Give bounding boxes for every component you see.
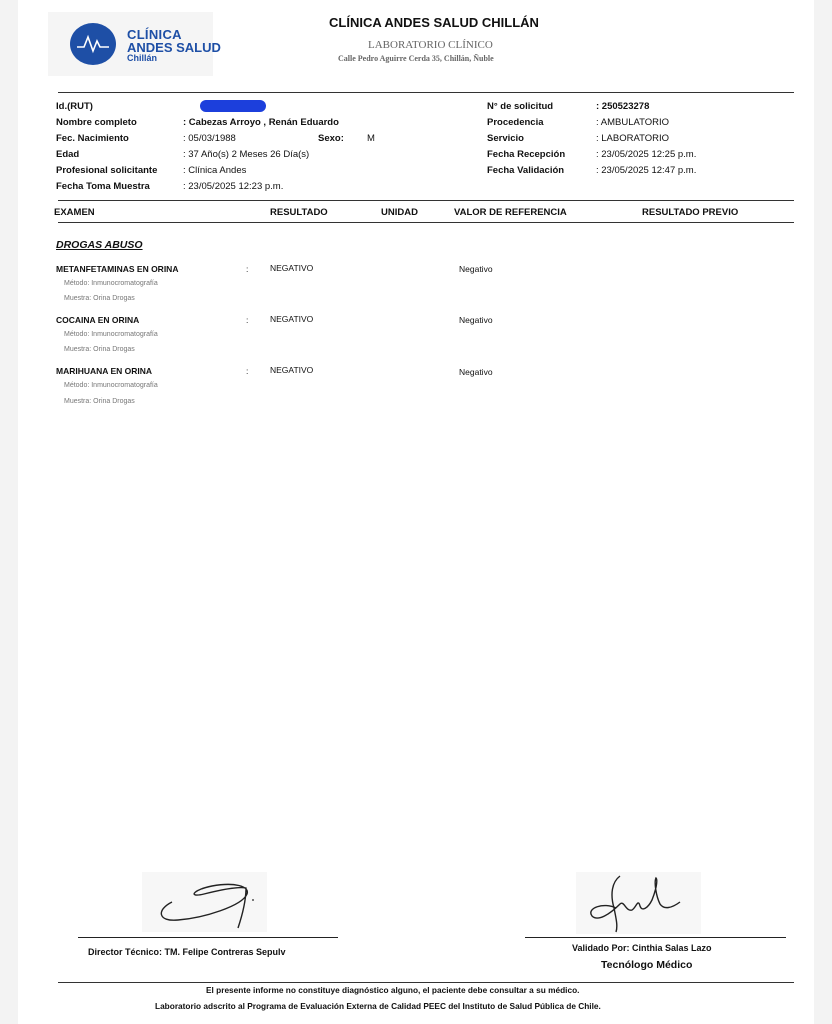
- dob-label: Fec. Nacimiento: [56, 133, 129, 144]
- validator-signature-line: [525, 937, 786, 938]
- test-result: NEGATIVO: [270, 314, 314, 324]
- sex-label: Sexo:: [318, 133, 344, 144]
- col-header-result: RESULTADO: [270, 207, 328, 218]
- test-method: Método: Inmunocromatografía: [64, 331, 158, 338]
- col-header-exam: EXAMEN: [54, 207, 95, 218]
- test-colon: :: [246, 264, 249, 274]
- sample-date-label: Fecha Toma Muestra: [56, 181, 150, 192]
- clinic-name: CLÍNICA ANDES SALUD CHILLÁN: [329, 15, 539, 30]
- test-sample: Muestra: Orina Drogas: [64, 295, 135, 302]
- professional-value: : Clínica Andes: [183, 165, 247, 176]
- test-name: COCAINA EN ORINA: [56, 315, 140, 325]
- test-method: Método: Inmunocromatografía: [64, 280, 158, 287]
- name-value: : Cabezas Arroyo , Renán Eduardo: [183, 117, 339, 128]
- test-name: MARIHUANA EN ORINA: [56, 366, 153, 376]
- section-title: DROGAS ABUSO: [56, 239, 143, 251]
- service-value: : LABORATORIO: [596, 133, 670, 144]
- clinic-logo: [48, 12, 221, 76]
- age-label: Edad: [56, 149, 80, 160]
- validation-date-value: : 23/05/2025 12:47 p.m.: [596, 165, 697, 176]
- logo-heartbeat-icon: [70, 23, 116, 65]
- request-number-label: N° de solicitud: [487, 101, 554, 112]
- service-label: Servicio: [487, 133, 524, 144]
- validator-signature-image: [576, 872, 701, 934]
- divider: [58, 222, 794, 223]
- divider: [58, 200, 794, 201]
- validator-title: Tecnólogo Médico: [601, 959, 693, 971]
- test-reference: Negativo: [459, 264, 493, 274]
- test-colon: :: [246, 366, 249, 376]
- divider: [58, 92, 794, 93]
- test-sample: Muestra: Orina Drogas: [64, 346, 135, 353]
- logo-text-line2: ANDES SALUD: [127, 40, 221, 55]
- validation-date-label: Fecha Validación: [487, 165, 565, 176]
- report-page: [18, 0, 814, 1024]
- footer-accreditation: Laboratorio adscrito al Programa de Evaluación Externa de Calidad PEEC del Instituto de Salud Pública de Chile.: [155, 1001, 601, 1011]
- request-number-value: : 250523278: [596, 101, 650, 112]
- director-name: Director Técnico: TM. Felipe Contreras Sepulv: [88, 947, 286, 957]
- lab-name: LABORATORIO CLÍNICO: [368, 39, 493, 51]
- sample-date-value: : 23/05/2025 12:23 p.m.: [183, 181, 284, 192]
- logo-text-line3: Chillán: [127, 53, 158, 63]
- validator-name: Validado Por: Cinthia Salas Lazo: [572, 943, 712, 953]
- reception-date-value: : 23/05/2025 12:25 p.m.: [596, 149, 697, 160]
- director-signature-image: [142, 872, 267, 932]
- test-result: NEGATIVO: [270, 263, 314, 273]
- test-method: Método: Inmunocromatografía: [64, 382, 158, 389]
- director-signature-line: [78, 937, 338, 938]
- origin-value: : AMBULATORIO: [596, 117, 670, 128]
- sex-value: M: [367, 133, 375, 144]
- test-name: METANFETAMINAS EN ORINA: [56, 264, 179, 274]
- age-value: : 37 Año(s) 2 Meses 26 Día(s): [183, 149, 310, 160]
- name-label: Nombre completo: [56, 117, 137, 128]
- col-header-reference: VALOR DE REFERENCIA: [454, 207, 567, 218]
- test-colon: :: [246, 315, 249, 325]
- id-label: Id.(RUT): [56, 101, 93, 112]
- reception-date-label: Fecha Recepción: [487, 149, 566, 160]
- divider: [58, 982, 794, 983]
- professional-label: Profesional solicitante: [56, 165, 158, 176]
- test-sample: Muestra: Orina Drogas: [64, 398, 135, 405]
- test-reference: Negativo: [459, 367, 493, 377]
- footer-disclaimer: El presente informe no constituye diagnóstico alguno, el paciente debe consultar a su médico.: [206, 985, 580, 995]
- test-reference: Negativo: [459, 315, 493, 325]
- col-header-previous: RESULTADO PREVIO: [642, 207, 739, 218]
- logo-text-line1: CLÍNICA: [127, 27, 182, 42]
- col-header-unit: UNIDAD: [381, 207, 418, 218]
- redacted-id-value: [200, 100, 266, 112]
- test-result: NEGATIVO: [270, 365, 314, 375]
- clinic-address: Calle Pedro Aguirre Cerda 35, Chillán, Ñuble: [338, 54, 494, 63]
- dob-value: : 05/03/1988: [183, 133, 236, 144]
- origin-label: Procedencia: [487, 117, 544, 128]
